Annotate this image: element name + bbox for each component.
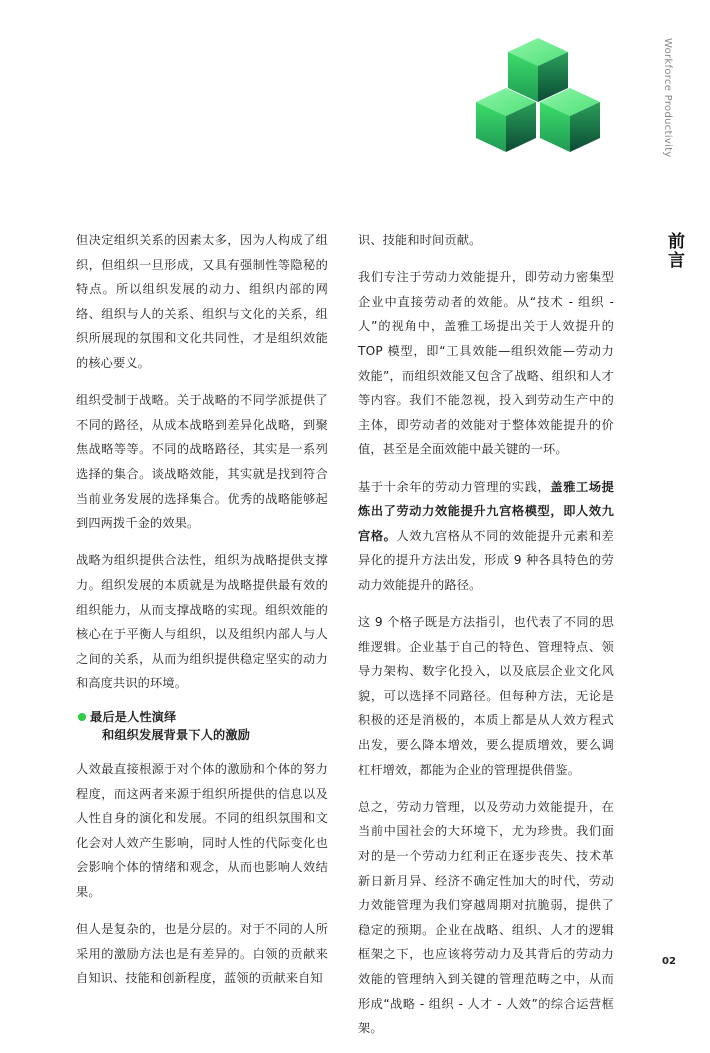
sub-heading: [76, 708, 328, 744]
paragraph: 人效最直接根源于对个体的激励和个体的努力程度，而这两者来源于组织所提供的信息以及人性自身的演化和发展。不同的组织氛围和文化会对人效产生影响，同时人性的代际变化也会影响个体的情绪和观念，从而也影响人效结果。: [76, 762, 328, 900]
green-cubes-graphic: [470, 30, 610, 170]
section-title: 前言: [664, 232, 684, 270]
paragraph: 但决定组织关系的因素太多，因为人构成了组织，但组织一旦形成，又具有强制性等隐秘的特点。所以组织发展的动力、组织内部的网络、组织与人的关系、组织与文化的关系，组织所展现的氛围和文化共同性，才是组织效能的核心要义。: [76, 233, 328, 370]
paragraph: 这 9 个格子既是方法指引，也代表了不同的思维逻辑。企业基于自己的特色、管理特点、领导力架构、数字化投入，以及底层企业文化风貌，可以选择不同路径。但每种方法，无论是积极的还是消极的，本质上都是从人效方程式出发，要么降本增效，要么提质增效，要么调杠杆增效，都能为企业的管理提供借鉴。: [358, 615, 614, 777]
left-column: [76, 228, 328, 1004]
paragraph: 但人是复杂的，也是分层的。对于不同的人所采用的激励方法也是有差异的。白领的贡献来自知识、技能和创新程度，蓝领的贡献来自知: [76, 922, 328, 986]
paragraph: 识、技能和时间贡献。: [358, 233, 482, 247]
right-column: [358, 228, 614, 1053]
paragraph-text: 基于十余年的劳动力管理的实践，: [358, 479, 551, 494]
green-bullet-icon: [78, 713, 86, 721]
sub-heading-line: 和组织发展背景下人的激励: [102, 728, 251, 743]
paragraph: 战略为组织提供合法性，组织为战略提供支撑力。组织发展的本质就是为战略提供最有效的组织能力，从而支撑战略的实现。组织效能的核心在于平衡人与组织，以及组织内部人与人之间的关系，从而为组织提供稳定坚实的动力和高度共识的环境。: [76, 553, 328, 691]
paragraph: [358, 475, 614, 598]
sub-heading-line: 最后是人性演绎: [90, 710, 177, 725]
highlighted-text: 盖雅工场提炼出了劳动力效能提升九宫格模型，即人效九宫格。: [358, 479, 615, 543]
paragraph: 组织受制于战略。关于战略的不同学派提供了不同的路径，从成本战略到差异化战略，到聚焦战略等等。不同的战略路径，其实是一系列选择的集合。谈战略效能，其实就是找到符合当前业务发展的选择集合。优秀的战略能够起到四两拨千金的效果。: [76, 393, 328, 531]
paragraph: 总之，劳动力管理，以及劳动力效能提升，在当前中国社会的大环境下，尤为珍贵。我们面对的是一个劳动力红利正在逐步丧失、技术革新日新月异、经济不确定性加大的时代，劳动力效能管理为我们穿越周期对抗脆弱，提供了稳定的预期。企业在战略、组织、人才的逻辑框架之下，也应该将劳动力及其背后的劳动力效能的管理纳入到关键的管理范畴之中，从而形成“战略 - 组织 - 人才 - 人效”的综合运营框架。: [358, 799, 614, 1036]
paragraph: 我们专注于劳动力效能提升，即劳动力密集型企业中直接劳动者的效能。从“技术 - 组织 - 人”的视角中，盖雅工场提出关于人效提升的 TOP 模型，即“工具效能—组织效能—劳动力效能”，而组织效能又包含了战略、组织和人才等内容。我们不能忽视，投入到劳动生产中的主体，即劳动者的效能对于整体效能提升的价值，甚至是全面效能中最关键的一环。: [358, 270, 614, 457]
paragraph-text: 人效九宫格从不同的效能提升元素和差异化的提升方法出发，形成 9 种各具特色的劳动力效能提升的路径。: [358, 528, 614, 592]
page-number: 02: [662, 956, 676, 967]
running-header-label: Workforce Productivity: [662, 38, 673, 158]
